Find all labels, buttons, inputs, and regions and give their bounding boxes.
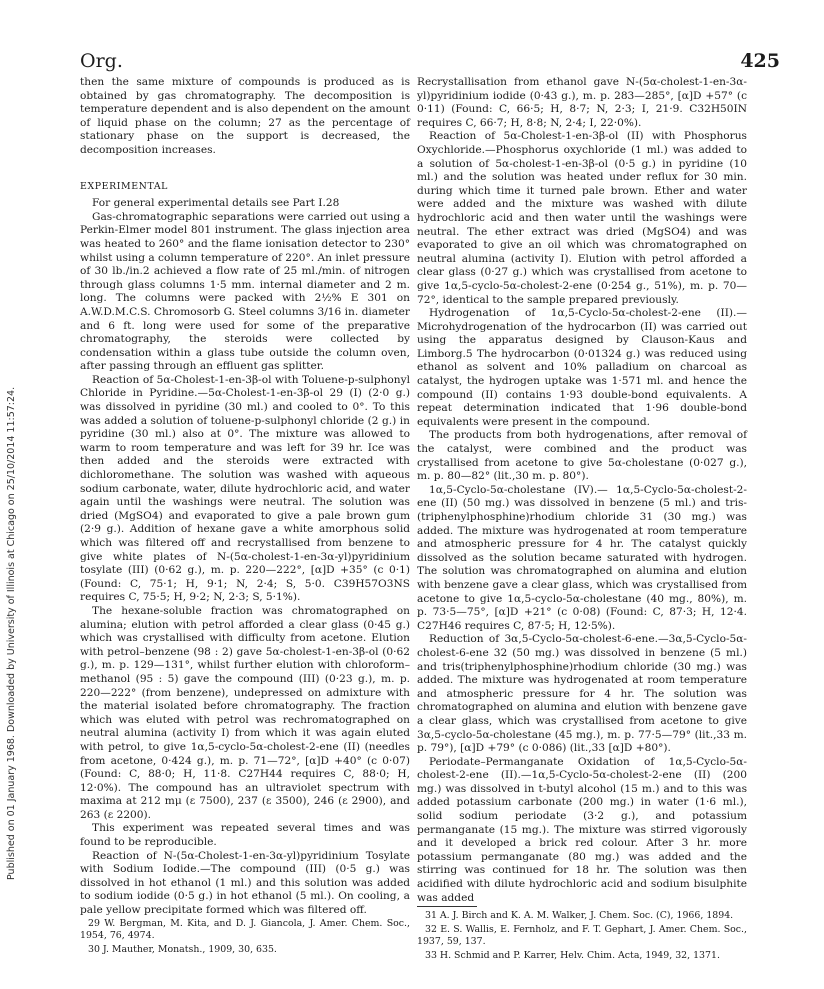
paragraph: Recrystallisation from ethanol gave N-(5α-cholest-1-en-3α-yl)pyridinium iodide (0·43 g.), m. p. 283—285°, [α]D +57° (c 0·11) (Found: C, 66·5; H, 8·7; N, 2·3; I, 21·9. C32H50IN requires C, 66·7; H, 8·8; N, 2·4; I, 22·0%). — [417, 76, 747, 129]
paragraph: Reaction of 5α-Cholest-1-en-3β-ol with Toluene-p-sulphonyl Chloride in Pyridine.—5α-Cholest-1-en-3β-ol 29 (I) (2·0 g.) was dissolved in pyridine (30 ml.) and cooled to 0°. To this was added a solution of toluene-p-sulphonyl chloride (2 g.) in pyridine (30 ml.) also at 0°. The mixture was allowed to warm to room temperature and was left for 39 hr. Ice was then added and the steroids were extracted with dichloromethane. The solution was washed with aqueous sodium carbonate, water, dilute hydrochloric acid, and water again until the washings were neutral. The solution was dried (MgSO4) and evaporated to give a pale brown gum (2·9 g.). Addition of hexane gave a white amorphous solid which was filtered off and recrystallised from benzene to give white plates of N-(5α-cholest-1-en-3α-yl)pyridinium tosylate (III) (0·62 g.), m. p. 220—222°, [α]D +35° (c 0·1) (Found: C, 75·1; H, 9·1; N, 2·4; S, 5·0. C39H57O3NS requires C, 75·5; H, 9·2; N, 2·3; S, 5·1%). — [80, 373, 410, 604]
footnote: 31 A. J. Birch and K. A. M. Walker, J. Chem. Soc. (C), 1966, 1894. — [425, 910, 734, 921]
paragraph: Gas-chromatographic separations were carried out using a Perkin-Elmer model 801 instrument. The glass injection area was heated to 260° and the flame ionisation detector to 230° whilst using a column temperature of 220°. An inlet pressure of 30 lb./in.2 achieved a flow rate of 25 ml./min. of nitrogen through glass columns 1·5 mm. internal diameter and 2 m. long. The columns were packed with 2½% E 301 on A.W.D.M.C.S. Chromosorb G. Steel columns 3/16 in. diameter and 6 ft. long were used for some of the preparative chromatography, the steroids were collected by condensation within a glass tube outside the column oven, after passing through an effluent gas splitter. — [80, 210, 410, 373]
paragraph: Reduction of 3α,5-Cyclo-5α-cholest-6-ene.—3α,5-Cyclo-5α-cholest-6-ene 32 (50 mg.) was dissolved in benzene (5 ml.) and tris(triphenylphosphine)rhodium chloride (30 mg.) was added. The mixture was hydrogenated at room temperature and atmospheric pressure for 4 hr. The solution was chromatographed on alumina and elution with benzene gave a clear glass, which was crystallised from acetone to give 3α,5-cyclo-5α-cholestane (45 mg.), m. p. 77·5—79° (lit.,33 m. p. 79°), [α]D +79° (c 0·086) (lit.,33 [α]D +80°). — [417, 633, 747, 755]
paragraph: then the same mixture of compounds is produced as is obtained by gas chromatography. The decomposition is temperature dependent and is also dependent on the amount of liquid phase on the column; 27 as the percentage of stationary phase on the support is decreased, the decomposition increases. — [80, 76, 410, 156]
paragraph: Reaction of N-(5α-Cholest-1-en-3α-yl)pyridinium Tosylate with Sodium Iodide.—The compound (III) (0·5 g.) was dissolved in hot ethanol (1 ml.) and this solution was added to sodium iodide (0·5 g.) in hot ethanol (5 ml.). On cooling, a pale yellow precipitate formed which was filtered off. — [80, 849, 410, 917]
footnote: 29 W. Bergman, M. Kita, and D. J. Giancola, J. Amer. Chem. Soc., 1954, 76, 4974. — [80, 918, 410, 941]
paragraph: The hexane-soluble fraction was chromatographed on alumina; elution with petrol afforded a clear glass (0·45 g.) which was crystallised with difficulty from acetone. Elution with petrol–benzene (98 : 2) gave 5α-cholest-1-en-3β-ol (0·62 g.), m. p. 129—131°, whilst further elution with chloroform–methanol (95 : 5) gave the compound (III) (0·23 g.), m. p. 220—222° (from benzene), undepressed on admixture with the material isolated before chromatography. The fraction which was eluted with petrol was rechromatographed on neutral alumina (activity I) from which it was again eluted with petrol, to give 1α,5-cyclo-5α-cholest-2-ene (II) (needles from acetone, 0·424 g.), m. p. 71—72°, [α]D +40° (c 0·07) (Found: C, 88·0; H, 11·8. C27H44 requires C, 88·0; H, 12·0%). The compound has an ultraviolet spectrum with maxima at 212 mμ (ε 7500), 237 (ε 3500), 246 (ε 2900), and 263 (ε 2200). — [80, 604, 410, 821]
left-column — [80, 76, 410, 918]
download-watermark-text: Published on 01 January 1968. Downloaded by University of Illinois at Chicago on 25/10/2014 11:57:24. — [6, 386, 17, 880]
footnote: 30 J. Mauther, Monatsh., 1909, 30, 635. — [88, 944, 277, 955]
paragraph: This experiment was repeated several times and was found to be reproducible. — [80, 822, 410, 849]
download-watermark — [6, 120, 20, 880]
paragraph: Periodate–Permanganate Oxidation of 1α,5-Cyclo-5α-cholest-2-ene (II).—1α,5-Cyclo-5α-cholest-2-ene (II) (200 mg.) was dissolved in t-butyl alcohol (15 m.) and to this was added potassium carbonate (200 mg.) in water (1·6 ml.), solid sodium periodate (3·2 g.), and potassium permanganate (15 mg.). The mixture was stirred vigorously and it developed a brick red colour. After 3 hr. more potassium permanganate (80 mg.) was added and the stirring was continued for 18 hr. The solution was then acidified with dilute hydrochloric acid and sodium bisulphite was added — [417, 755, 747, 904]
footnotes-left — [80, 918, 410, 958]
right-column — [417, 76, 747, 905]
paragraph: Hydrogenation of 1α,5-Cyclo-5α-cholest-2-ene (II).—Microhydrogenation of the hydrocarbon (II) was carried out using the apparatus designed by Clauson-Kaus and Limborg.5 The hydrocarbon (0·01324 g.) was reduced using ethanol as solvent and 10% palladium on charcoal as catalyst, the hydrogen uptake was 1·571 ml. and hence the compound (II) contains 1·93 double-bond equivalents. A repeat determination indicated that 1·96 double-bond equivalents were present in the compound. — [417, 307, 747, 428]
footnote: 32 E. S. Wallis, E. Fernholz, and F. T. Gephart, J. Amer. Chem. Soc., 1937, 59, 137. — [417, 924, 747, 947]
footnote: 33 H. Schmid and P. Karrer, Helv. Chim. Acta, 1949, 32, 1371. — [425, 950, 720, 961]
journal-header: Org. — [80, 50, 123, 72]
paragraph: The products from both hydrogenations, after removal of the catalyst, were combined and the product was crystallised from acetone to give 5α-cholestane (0·027 g.), m. p. 80—82° (lit.,30 m. p. 80°). — [417, 429, 747, 483]
paragraph: Reaction of 5α-Cholest-1-en-3β-ol (II) with Phosphorus Oxychloride.—Phosphorus oxychloride (1 ml.) was added to a solution of 5α-cholest-1-en-3β-ol (0·5 g.) in pyridine (10 ml.) and the solution was heated under reflux for 30 min. during which time it turned pale brown. Ether and water were added and the mixture was washed with dilute hydrochloric acid and then water until the washings were neutral. The ether extract was dried (MgSO4) and was evaporated to give an oil which was chromatographed on neutral alumina (activity I). Elution with petrol afforded a clear glass (0·27 g.) which was crystallised from acetone to give 1α,5-cyclo-5α-cholest-2-ene (0·254 g., 51%), m. p. 70—72°, identical to the sample prepared previously. — [417, 130, 747, 306]
footnote-divider — [417, 906, 477, 907]
page-number: 425 — [740, 50, 780, 72]
footnotes-right — [417, 910, 747, 964]
paragraph: 1α,5-Cyclo-5α-cholestane (IV).— 1α,5-Cyclo-5α-cholest-2-ene (II) (50 mg.) was dissolved in benzene (5 ml.) and tris-(triphenylphosphine)rhodium chloride 31 (30 mg.) was added. The mixture was hydrogenated at room temperature and atmospheric pressure for 4 hr. The catalyst quickly dissolved as the solution became saturated with hydrogen. The solution was chromatographed on alumina and elution with benzene gave a clear glass, which was crystallised from acetone to give 1α,5-cyclo-5α-cholestane (40 mg., 80%), m. p. 73·5—75°, [α]D +21° (c 0·08) (Found: C, 87·3; H, 12·4. C27H46 requires C, 87·5; H, 12·5%). — [417, 483, 747, 632]
paragraph: For general experimental details see Part I.28 — [92, 197, 340, 210]
section-heading: EXPERIMENTAL — [80, 180, 169, 192]
